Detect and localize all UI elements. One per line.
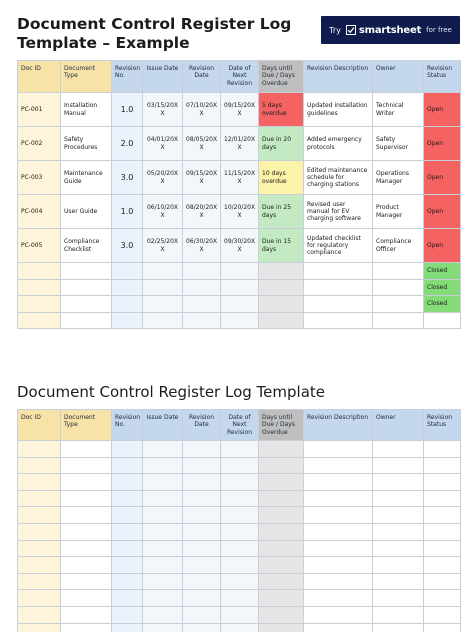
empty-cell[interactable] (424, 606, 461, 623)
empty-cell[interactable] (221, 490, 259, 507)
owner-cell: Operations Manager (373, 161, 424, 195)
header-days-until-due: Days until Due / Days Overdue (259, 61, 304, 93)
next-revision-cell: 12/01/20X X (221, 127, 259, 161)
empty-cell[interactable] (259, 590, 304, 607)
empty-cell[interactable] (143, 441, 183, 458)
header-next-revision: Date of Next Revision (221, 410, 259, 441)
revision-no-cell: 3.0 (112, 161, 143, 195)
revision-status-cell: Open (424, 195, 461, 229)
empty-cell[interactable] (143, 540, 183, 557)
empty-cell[interactable] (18, 457, 61, 474)
days-until-due-cell: Due in 25 days (259, 195, 304, 229)
banner-try-label: Try (329, 25, 341, 35)
table-row (18, 457, 461, 474)
revision-date-cell: 08/20/20X X (183, 195, 221, 229)
empty-cell[interactable] (112, 590, 143, 607)
empty-cell[interactable] (304, 590, 373, 607)
revision-status-cell: Closed (424, 296, 461, 313)
empty-cell[interactable] (373, 590, 424, 607)
issue-date-cell: 04/01/20X X (143, 127, 183, 161)
header-issue-date: Issue Date (143, 61, 183, 93)
revision-date-cell: 07/10/20X X (183, 93, 221, 127)
empty-cell[interactable] (304, 507, 373, 524)
empty-cell[interactable] (18, 606, 61, 623)
header-revision-description: Revision Description (304, 410, 373, 441)
header-document-type: Document Type (61, 410, 112, 441)
empty-cell[interactable] (221, 590, 259, 607)
empty-cell[interactable] (61, 474, 112, 491)
empty-cell[interactable] (18, 623, 61, 632)
empty-cell[interactable] (373, 623, 424, 632)
table-row (18, 312, 461, 329)
table-row (18, 229, 461, 263)
empty-cell[interactable] (112, 623, 143, 632)
empty-cell[interactable] (112, 573, 143, 590)
empty-cell[interactable] (221, 540, 259, 557)
empty-cell[interactable] (143, 507, 183, 524)
empty-cell[interactable] (424, 457, 461, 474)
empty-cell[interactable] (373, 606, 424, 623)
table-row (18, 557, 461, 574)
doc-id-cell: PC-002 (18, 127, 61, 161)
empty-cell[interactable] (143, 623, 183, 632)
table-row (18, 590, 461, 607)
issue-date-cell: 06/10/20X X (143, 195, 183, 229)
empty-cell[interactable] (304, 573, 373, 590)
empty-cell[interactable] (304, 523, 373, 540)
table-row (18, 296, 461, 313)
empty-cell[interactable] (259, 507, 304, 524)
revision-description-cell: Updated installation guidelines (304, 93, 373, 127)
empty-cell[interactable] (18, 573, 61, 590)
empty-cell[interactable] (304, 457, 373, 474)
empty-cell[interactable] (221, 507, 259, 524)
table-row (18, 263, 461, 280)
empty-cell[interactable] (18, 441, 61, 458)
empty-cell[interactable] (183, 490, 221, 507)
revision-description-cell: Added emergency protocols (304, 127, 373, 161)
empty-cell[interactable] (304, 623, 373, 632)
empty-cell[interactable] (143, 457, 183, 474)
revision-status-cell: Closed (424, 279, 461, 296)
header-document-type: Document Type (61, 61, 112, 93)
empty-cell[interactable] (18, 523, 61, 540)
table-header-row (18, 61, 461, 93)
smartsheet-check-icon (346, 25, 356, 35)
table-row (18, 127, 461, 161)
header-revision-date: Revision Date (183, 410, 221, 441)
empty-cell[interactable] (183, 441, 221, 458)
days-until-due-cell: 10 days overdue (259, 161, 304, 195)
empty-cell[interactable] (61, 441, 112, 458)
issue-date-cell: 02/25/20X X (143, 229, 183, 263)
empty-cell[interactable] (424, 523, 461, 540)
empty-cell[interactable] (221, 474, 259, 491)
banner-brand-label: smartsheet (358, 24, 422, 36)
doc-type-cell: User Guide (61, 195, 112, 229)
table-row (18, 195, 461, 229)
empty-cell[interactable] (304, 557, 373, 574)
empty-cell[interactable] (143, 573, 183, 590)
revision-status-cell: Open (424, 127, 461, 161)
doc-id-cell: PC-003 (18, 161, 61, 195)
doc-id-cell: PC-005 (18, 229, 61, 263)
empty-cell[interactable] (18, 490, 61, 507)
table-row (18, 507, 461, 524)
empty-cell[interactable] (61, 606, 112, 623)
doc-type-cell: Maintenance Guide (61, 161, 112, 195)
header-doc-id: Doc ID (18, 410, 61, 441)
owner-cell: Safety Supervisor (373, 127, 424, 161)
empty-cell[interactable] (183, 457, 221, 474)
empty-cell[interactable] (259, 540, 304, 557)
empty-cell[interactable] (221, 623, 259, 632)
empty-cell[interactable] (304, 540, 373, 557)
doc-id-cell: PC-001 (18, 93, 61, 127)
revision-no-cell: 1.0 (112, 195, 143, 229)
empty-cell[interactable] (373, 523, 424, 540)
empty-cell[interactable] (112, 606, 143, 623)
table-row (18, 490, 461, 507)
empty-cell[interactable] (373, 557, 424, 574)
doc-type-cell: Installation Manual (61, 93, 112, 127)
empty-cell[interactable] (61, 490, 112, 507)
table-row (18, 279, 461, 296)
empty-cell[interactable] (143, 490, 183, 507)
doc-id-cell: PC-004 (18, 195, 61, 229)
try-smartsheet-banner[interactable] (321, 16, 460, 44)
empty-cell[interactable] (183, 523, 221, 540)
revision-status-cell: Closed (424, 263, 461, 280)
empty-cell[interactable] (259, 573, 304, 590)
empty-cell[interactable] (183, 623, 221, 632)
next-revision-cell: 10/20/20X X (221, 195, 259, 229)
empty-cell[interactable] (18, 507, 61, 524)
empty-cell[interactable] (112, 457, 143, 474)
revision-status-cell: Open (424, 93, 461, 127)
table-row (18, 474, 461, 491)
next-revision-cell: 09/30/20X X (221, 229, 259, 263)
doc-type-cell: Compliance Checklist (61, 229, 112, 263)
next-revision-cell: 11/15/20X X (221, 161, 259, 195)
revision-description-cell: Updated checklist for regulatory compliance (304, 229, 373, 263)
example-register-table (17, 60, 461, 329)
empty-cell[interactable] (373, 474, 424, 491)
empty-cell[interactable] (61, 573, 112, 590)
empty-cell[interactable] (304, 490, 373, 507)
revision-status-cell: Open (424, 161, 461, 195)
empty-cell[interactable] (259, 557, 304, 574)
revision-description-cell: Edited maintenance schedule for charging stations (304, 161, 373, 195)
table-row (18, 606, 461, 623)
revision-no-cell: 2.0 (112, 127, 143, 161)
empty-cell[interactable] (61, 623, 112, 632)
empty-cell[interactable] (304, 606, 373, 623)
blank-table-body (18, 441, 461, 632)
empty-cell[interactable] (183, 557, 221, 574)
empty-cell[interactable] (373, 507, 424, 524)
empty-cell[interactable] (373, 490, 424, 507)
header-next-revision: Date of Next Revision (221, 61, 259, 93)
empty-cell[interactable] (61, 557, 112, 574)
days-until-due-cell: 5 days overdue (259, 93, 304, 127)
empty-cell[interactable] (143, 590, 183, 607)
revision-no-cell: 3.0 (112, 229, 143, 263)
empty-cell[interactable] (143, 523, 183, 540)
empty-cell[interactable] (183, 590, 221, 607)
empty-cell[interactable] (18, 590, 61, 607)
revision-date-cell: 08/05/20X X (183, 127, 221, 161)
empty-cell[interactable] (373, 441, 424, 458)
table-row (18, 573, 461, 590)
header-days-until-due: Days until Due / Days Overdue (259, 410, 304, 441)
header-revision-date: Revision Date (183, 61, 221, 93)
revision-description-cell: Revised user manual for EV charging software (304, 195, 373, 229)
table-row (18, 161, 461, 195)
empty-cell[interactable] (112, 557, 143, 574)
empty-cell[interactable] (424, 441, 461, 458)
blank-register-table (17, 409, 461, 632)
empty-cell[interactable] (424, 557, 461, 574)
empty-cell[interactable] (221, 557, 259, 574)
issue-date-cell: 03/15/20X X (143, 93, 183, 127)
page-title: Document Control Register Log Template – Example (17, 15, 292, 52)
empty-cell[interactable] (259, 606, 304, 623)
empty-cell[interactable] (373, 540, 424, 557)
empty-cell[interactable] (259, 490, 304, 507)
empty-cell[interactable] (112, 523, 143, 540)
empty-cell[interactable] (424, 573, 461, 590)
header-revision-description: Revision Description (304, 61, 373, 93)
header-owner: Owner (373, 61, 424, 93)
empty-cell[interactable] (259, 474, 304, 491)
next-revision-cell: 09/15/20X X (221, 93, 259, 127)
empty-cell[interactable] (259, 623, 304, 632)
owner-cell: Product Manager (373, 195, 424, 229)
table-row (18, 441, 461, 458)
empty-cell[interactable] (143, 474, 183, 491)
empty-cell[interactable] (61, 590, 112, 607)
revision-no-cell: 1.0 (112, 93, 143, 127)
days-until-due-cell: Due in 20 days (259, 127, 304, 161)
empty-cell[interactable] (424, 623, 461, 632)
revision-date-cell: 06/30/20X X (183, 229, 221, 263)
header-revision-no: Revision No. (112, 61, 143, 93)
empty-cell[interactable] (221, 523, 259, 540)
header-doc-id: Doc ID (18, 61, 61, 93)
header-revision-no: Revision No. (112, 410, 143, 441)
header-revision-status: Revision Status (424, 61, 461, 93)
empty-cell[interactable] (183, 606, 221, 623)
empty-cell[interactable] (112, 490, 143, 507)
empty-cell[interactable] (221, 573, 259, 590)
table-row (18, 540, 461, 557)
empty-cell[interactable] (112, 441, 143, 458)
empty-cell[interactable] (112, 507, 143, 524)
header-issue-date: Issue Date (143, 410, 183, 441)
empty-cell[interactable] (61, 507, 112, 524)
doc-type-cell: Safety Procedures (61, 127, 112, 161)
owner-cell: Compliance Officer (373, 229, 424, 263)
table-header-row (18, 410, 461, 441)
empty-cell[interactable] (424, 507, 461, 524)
empty-cell[interactable] (112, 540, 143, 557)
empty-cell[interactable] (221, 606, 259, 623)
empty-cell[interactable] (304, 441, 373, 458)
empty-cell[interactable] (183, 474, 221, 491)
header-revision-status: Revision Status (424, 410, 461, 441)
empty-cell[interactable] (424, 490, 461, 507)
empty-cell[interactable] (259, 523, 304, 540)
empty-cell[interactable] (183, 540, 221, 557)
empty-cell[interactable] (304, 474, 373, 491)
days-until-due-cell: Due in 15 days (259, 229, 304, 263)
banner-free-label: for free (426, 26, 452, 34)
table-row (18, 623, 461, 632)
header-owner: Owner (373, 410, 424, 441)
empty-cell[interactable] (259, 441, 304, 458)
revision-status-cell: Open (424, 229, 461, 263)
table-row (18, 523, 461, 540)
empty-cell[interactable] (18, 474, 61, 491)
empty-cell[interactable] (424, 474, 461, 491)
empty-cell[interactable] (143, 606, 183, 623)
empty-cell[interactable] (183, 573, 221, 590)
empty-cell[interactable] (373, 457, 424, 474)
table-row (18, 93, 461, 127)
empty-cell[interactable] (143, 557, 183, 574)
revision-date-cell: 09/15/20X X (183, 161, 221, 195)
owner-cell: Technical Writer (373, 93, 424, 127)
empty-cell[interactable] (259, 457, 304, 474)
empty-cell[interactable] (424, 590, 461, 607)
empty-cell[interactable] (221, 441, 259, 458)
empty-cell[interactable] (373, 573, 424, 590)
empty-cell[interactable] (61, 523, 112, 540)
empty-cell[interactable] (18, 557, 61, 574)
issue-date-cell: 05/20/20X X (143, 161, 183, 195)
empty-cell[interactable] (61, 540, 112, 557)
empty-cell[interactable] (221, 457, 259, 474)
blank-template-title: Document Control Register Log Template (17, 383, 325, 401)
empty-cell[interactable] (61, 457, 112, 474)
empty-cell[interactable] (112, 474, 143, 491)
empty-cell[interactable] (183, 507, 221, 524)
empty-cell[interactable] (424, 540, 461, 557)
empty-cell[interactable] (18, 540, 61, 557)
